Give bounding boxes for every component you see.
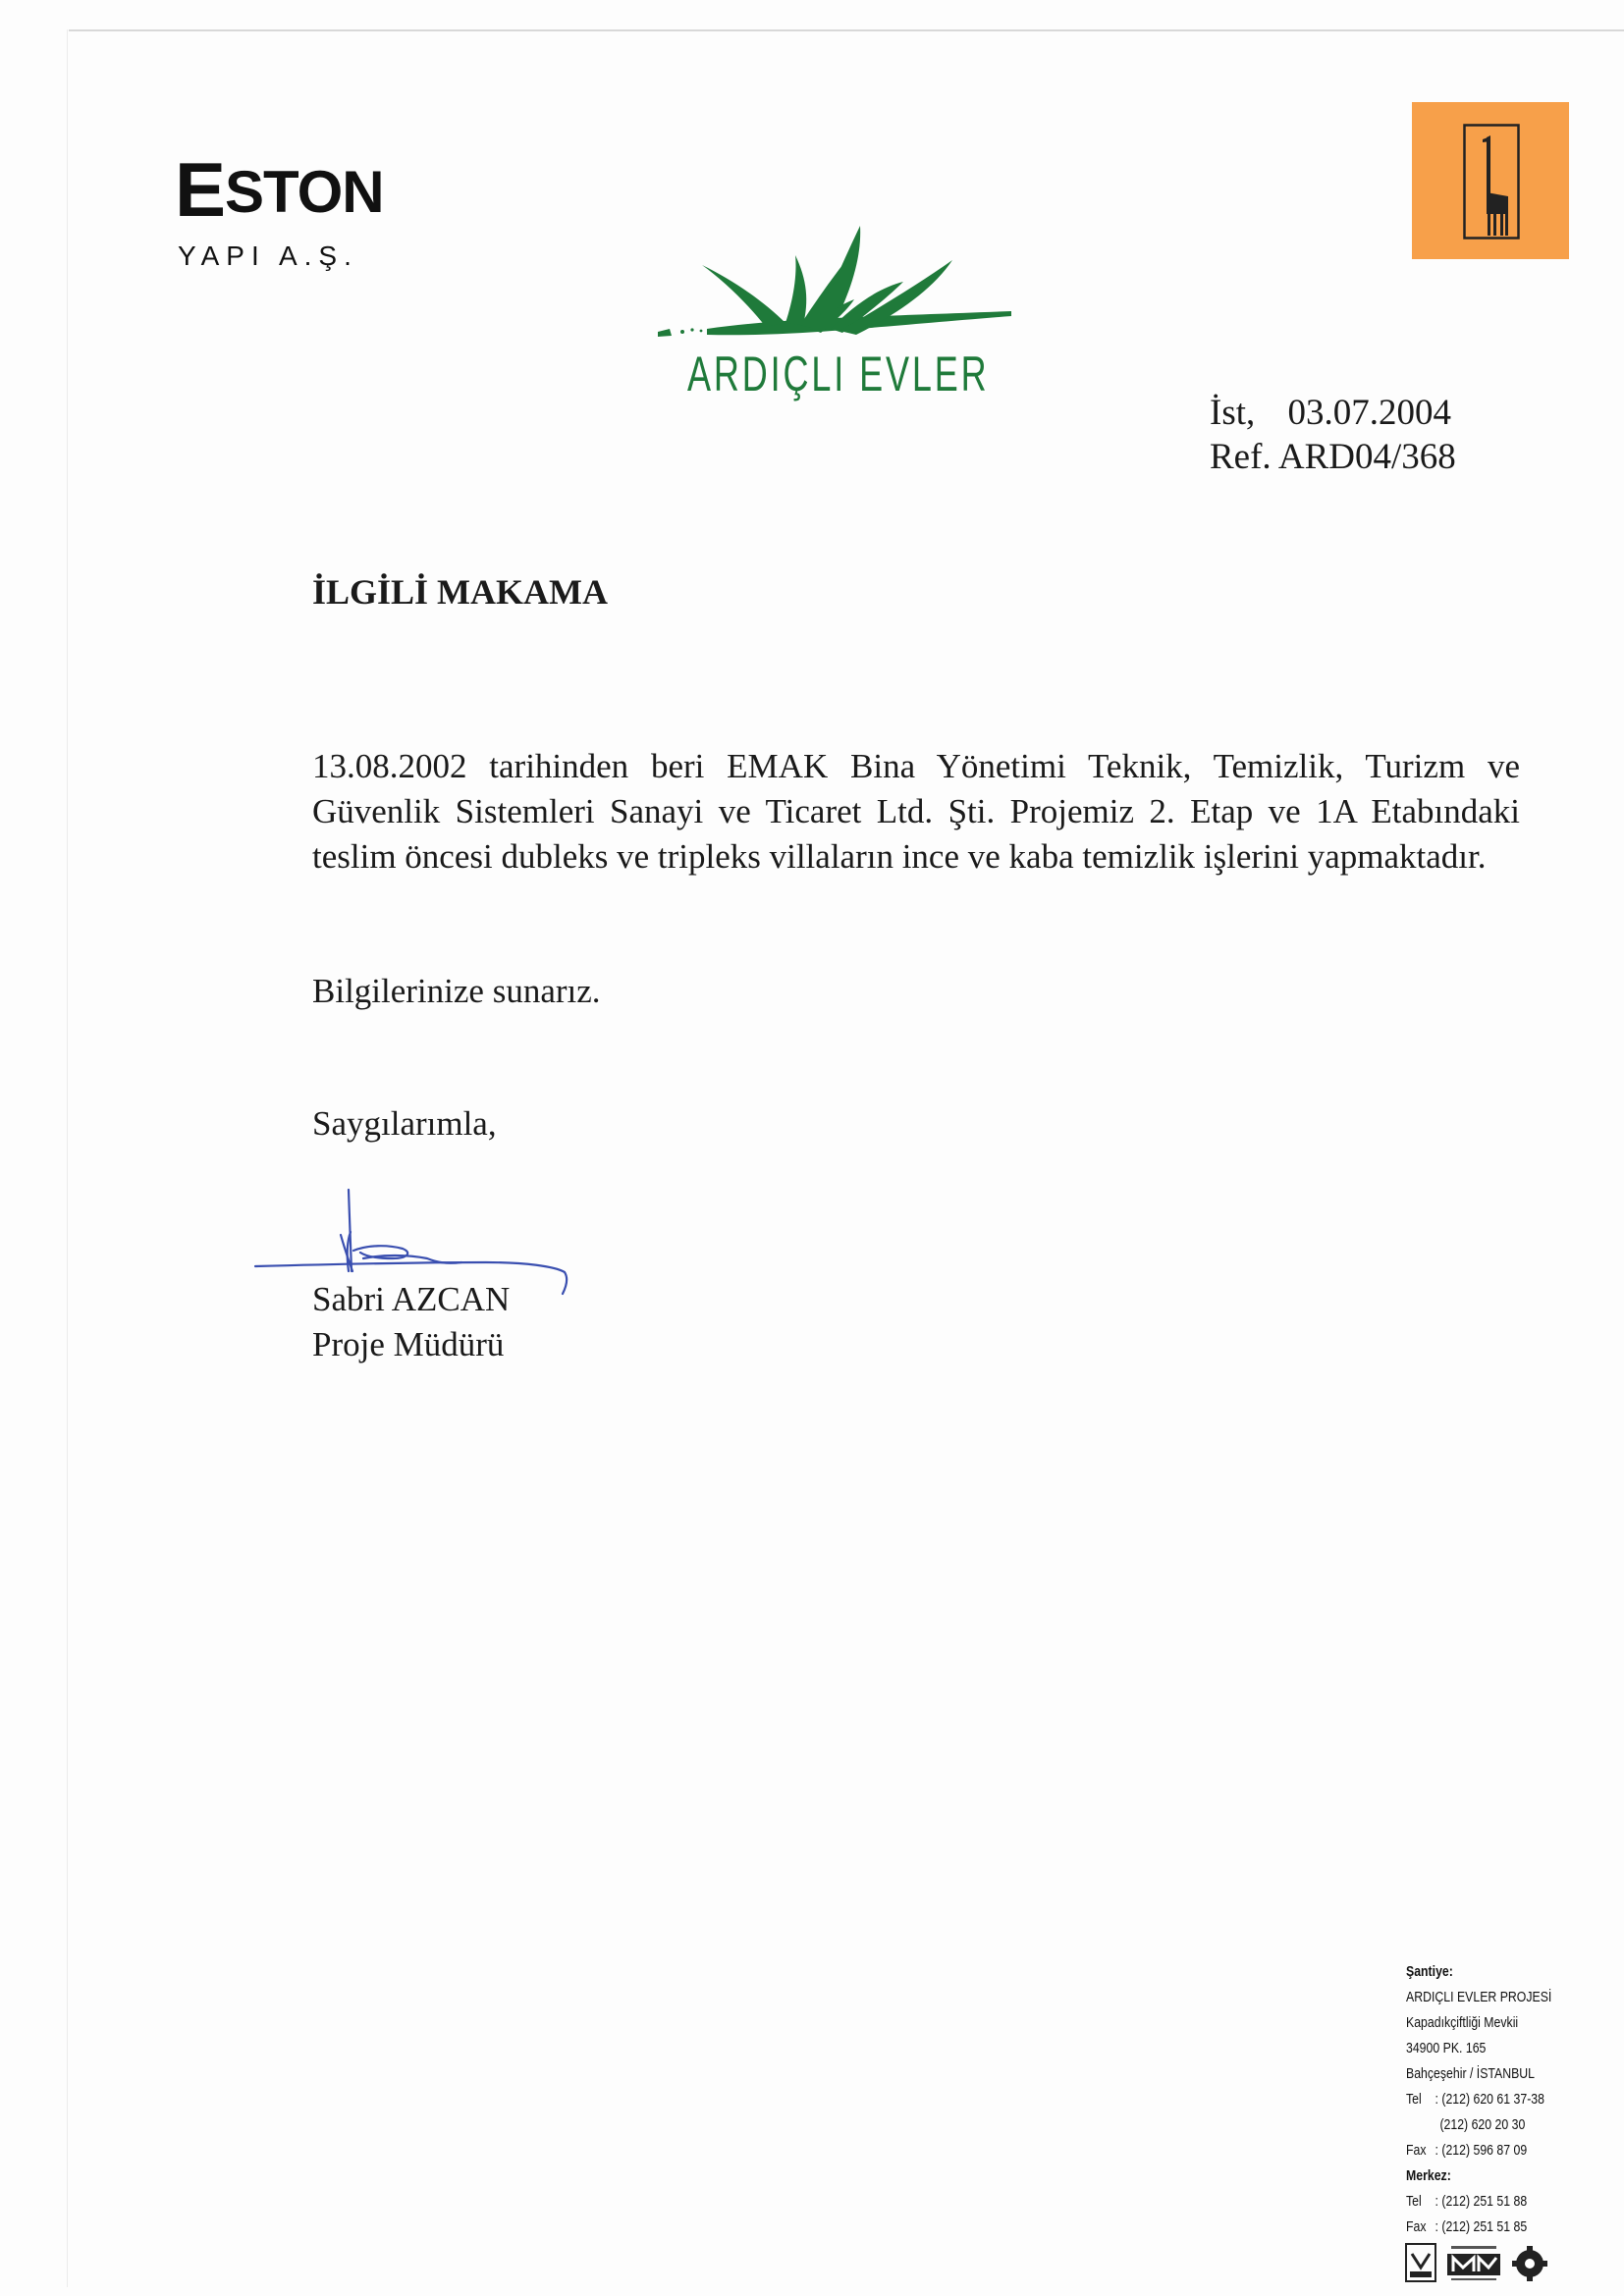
yapi-merkezi-badge-icon (1406, 2244, 1435, 2281)
eston-initial: E (175, 146, 226, 233)
address-line-2: 34900 PK. 165 (1406, 2040, 1487, 2056)
regards-line: Saygılarımla, (312, 1104, 497, 1143)
fax-value: : (212) 596 87 09 (1435, 2142, 1528, 2159)
date-line (1210, 391, 1456, 435)
date-value: 03.07.2004 (1287, 393, 1451, 433)
salutation: İLGİLİ MAKAMA (312, 572, 609, 612)
site-fax (1406, 2138, 1551, 2163)
moody-international-icon (1447, 2246, 1500, 2280)
eston-subtitle: YAPI A.Ş. (178, 240, 358, 271)
address-line-1: Kapadıkçiftliği Mevkii (1406, 2014, 1519, 2031)
ref-value: ARD04/368 (1277, 437, 1456, 477)
tel-value-1: : (212) 620 61 37-38 (1435, 2091, 1544, 2108)
hq-fax-value: : (212) 251 51 85 (1435, 2218, 1528, 2235)
giraffe-icon (1463, 124, 1520, 240)
site-tel-2 (1406, 2112, 1551, 2138)
eston-rest: STON (225, 159, 384, 225)
site-heading: Şantiye: (1406, 1963, 1453, 1980)
eston-logo (175, 146, 384, 272)
closing-line: Bilgilerinize sunarız. (312, 972, 601, 1010)
address-line-3: Bahçeşehir / İSTANBUL (1406, 2065, 1536, 2082)
ardicli-evler-wordmark: ARDIÇLI EVLER (687, 347, 990, 401)
letter-body: 13.08.2002 tarihinden beri EMAK Bina Yönetimi Teknik, Temizlik, Turizm ve Güvenlik Sistemleri Sanayi ve Ticaret Ltd. Şti. Projemiz 2. Etap ve 1A Etabındaki teslim öncesi dubleks ve tripleks villaların ince ve kaba temizlik işlerini yapmaktadır. (312, 747, 1520, 876)
hq-tel-value: : (212) 251 51 88 (1435, 2193, 1528, 2210)
hq-fax (1406, 2215, 1551, 2240)
hq-tel-label: Tel (1406, 2193, 1422, 2210)
scan-left-edge (67, 29, 68, 2287)
gear-badge-icon (1512, 2246, 1547, 2281)
certification-logos (1404, 2240, 1561, 2285)
letter-meta (1210, 391, 1456, 479)
site-tel-1 (1406, 2087, 1551, 2112)
date-label: İst, (1210, 393, 1256, 433)
signer-name: Sabri AZCAN (312, 1280, 511, 1318)
signer-title: Proje Müdürü (312, 1325, 505, 1363)
hq-fax-label: Fax (1406, 2218, 1427, 2235)
giraffe-logo (1412, 102, 1569, 259)
fax-label: Fax (1406, 2142, 1427, 2159)
eston-wordmark (175, 146, 384, 233)
tel-value-2: (212) 620 20 30 (1439, 2116, 1526, 2133)
contact-block (1406, 1959, 1551, 2240)
tel-label: Tel (1406, 2091, 1422, 2108)
ref-line (1210, 435, 1456, 479)
scan-top-edge (69, 29, 1624, 31)
ref-label: Ref. (1210, 437, 1272, 477)
hq-heading: Merkez: (1406, 2167, 1451, 2184)
project-name: ARDIÇLI EVLER PROJESİ (1406, 1989, 1552, 2005)
hq-tel (1406, 2189, 1551, 2215)
